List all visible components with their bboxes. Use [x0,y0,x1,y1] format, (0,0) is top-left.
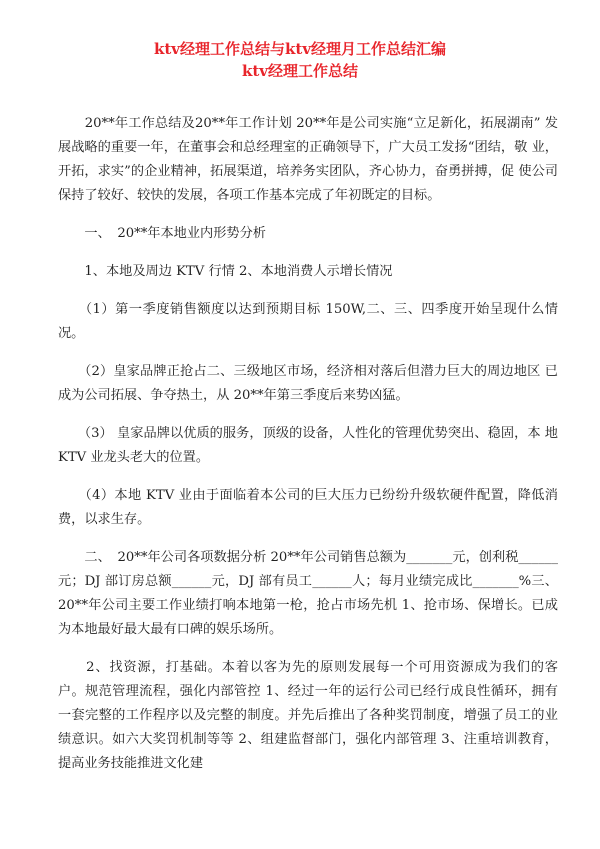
paragraph-point-4: （4）本地 KTV 业由于面临着本公司的巨大压力已纷纷升级软硬件配置，降低消 费，以求生存。 [58,488,558,527]
paragraph-resources: 2、找资源，打基础。本着以客为先的原则发展每一个可用资源成为我们的客 户。规范管理流程，强化内部管控 1、经过一年的运行公司已经行成良性循环，拥有 一套完整的工作程序以及完整的制度。并先后推出了各种奖罚制度，增强了员工的业 绩意识。如六大奖罚机制等等 2、组建监督部门，强化内部管理 3、注重培训教育， 提高业务技能推进文化建 [58,660,558,771]
paragraph-item-1: 1、本地及周边 KTV 行情 2、本地消费人示增长情况 [58,264,393,279]
heading-section-1: 一、 20**年本地业内形势分析 [58,226,266,241]
paragraph-point-1: （1）第一季度销售额度以达到预期目标 150W,二、三、四季度开始呈现什么情 况。 [58,302,558,341]
paragraph-point-3: （3） 皇家品牌以优质的服务，顶级的设备，人性化的管理优势突出、稳固，本 地 KTV 业龙头老大的位置。 [58,426,558,465]
document-title: ktv经理工作总结与ktv经理月工作总结汇编 [153,40,447,58]
document-subtitle: ktv经理工作总结 [241,62,359,80]
document-body [58,112,558,776]
paragraph-intro: 20**年工作总结及20**年工作计划 20**年是公司实施“立足新化，拓展湖南” 发展战略的重要一年，在董事会和总经理室的正确领导下，广大员工发扬“团结，敬 业，开拓，求实”的企业精神，拓展渠道，培养务实团队，齐心协力，奋勇拼搏，促 使公司保持了较好、较快的发展，各项工作基本完成了年初既定的目标。 [58,116,558,203]
paragraph-point-2: （2）皇家品牌正抢占二、三级地区市场，经济相对落后但潜力巨大的周边地区 已成为公司拓展、争夺热土，从 20**年第三季度后来势凶猛。 [58,364,558,403]
paragraph-section-2: 二、 20**年公司各项数据分析 20**年公司销售总额为_______元，创利税______元；DJ 部订房总额______元，DJ 部有员工______人；每月业绩完成比_______%三、 20**年公司主要工作业绩打响本地第一枪，抢占市场先机 1、抢市场、保增长。已成 为本地最好最大最有口碑的娱乐场所。 [58,550,558,637]
